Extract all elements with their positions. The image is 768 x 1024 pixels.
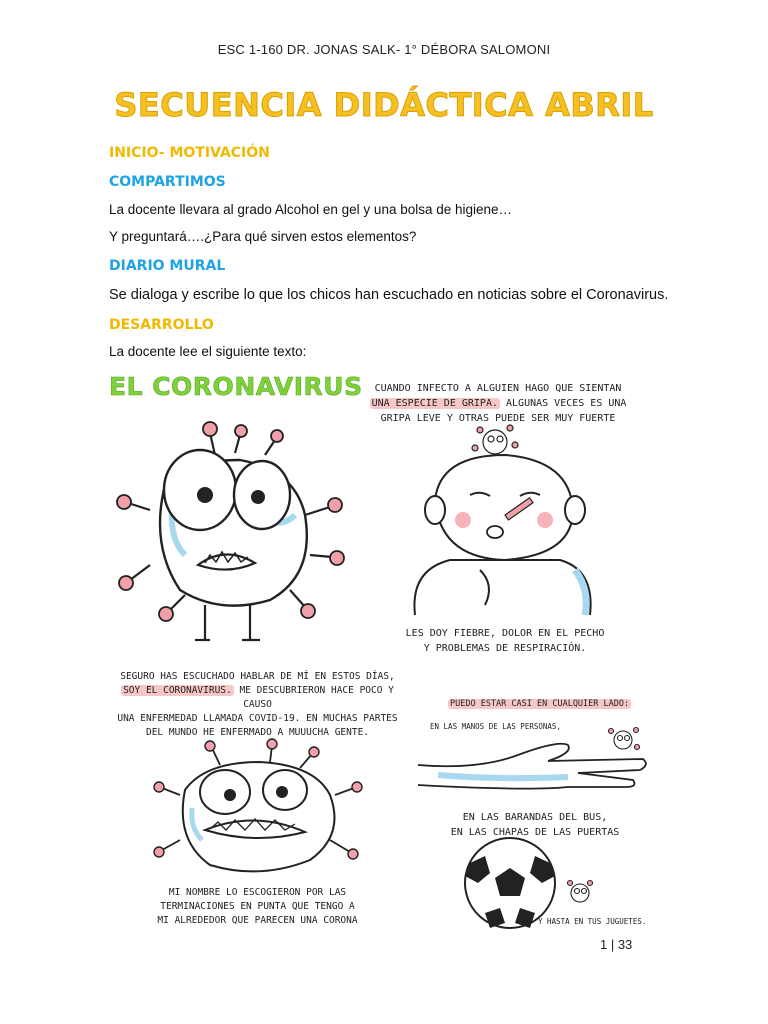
virus-illustration-small: [150, 740, 370, 885]
panel3-line-4: DEL MUNDO HE ENFERMADO A MUUUCHA GENTE.: [145, 727, 370, 738]
section-compartimos-heading: COMPARTIMOS: [109, 174, 226, 190]
panel3-bottom-line-2: TERMINACIONES EN PUNTA QUE TENGO A: [160, 901, 355, 912]
comic-title: EL CORONAVIRUS: [109, 372, 363, 401]
document-title: SECUENCIA DIDÁCTICA ABRIL: [114, 86, 654, 124]
desarrollo-paragraph: La docente lee el siguiente texto:: [109, 344, 307, 359]
panel3-bottom-line-1: MI NOMBRE LO ESCOGIERON POR LAS: [168, 887, 347, 898]
page-number: 1 | 33: [600, 937, 633, 952]
diario-paragraph: Se dialoga y escribe lo que los chicos han escuchado en noticias sobre el Coronavirus.: [109, 287, 669, 303]
panel3-bottom-line-3: MI ALREDEDOR QUE PARECEN UNA CORONA: [157, 915, 358, 926]
panel3-line-2: ME DESCUBRIERON HACE POCO Y CAUSO: [233, 685, 394, 710]
section-desarrollo-heading: DESARROLLO: [109, 317, 214, 333]
panel2-bottom-line-1: LES DOY FIEBRE, DOLOR EN EL PECHO: [405, 628, 605, 639]
panel2-highlight: UNA ESPECIE DE GRIPA.: [371, 398, 498, 409]
document-header: ESC 1-160 DR. JONAS SALK- 1° DÉBORA SALOMONI: [217, 42, 551, 57]
section-diario-heading: DIARIO MURAL: [109, 258, 226, 274]
hand-illustration: [418, 725, 650, 795]
panel4-note-toys: Y HASTA EN TUS JUGUETES.: [538, 917, 647, 926]
panel4-mid-line-2: EN LAS CHAPAS DE LAS PUERTAS: [450, 827, 620, 838]
section-inicio-heading: INICIO- MOTIVACIÓN: [109, 145, 270, 161]
sick-child-illustration: [395, 420, 625, 615]
panel3-highlight: SOY EL CORONAVIRUS.: [123, 685, 232, 696]
panel2-line-2: ALGUNAS VECES ES UNA: [500, 398, 627, 409]
panel4-mid-line-1: EN LAS BARANDAS DEL BUS,: [462, 812, 608, 823]
panel2-line-1: CUANDO INFECTO A ALGUIEN HAGO QUE SIENTAN: [374, 383, 622, 394]
panel2-bottom-line-2: Y PROBLEMAS DE RESPIRACIÓN.: [423, 643, 587, 654]
panel3-line-3: UNA ENFERMEDAD LLAMADA COVID-19. EN MUCHAS PARTES: [117, 713, 398, 724]
panel2-line-3: GRIPA LEVE Y OTRAS PUEDE SER MUY FUERTE: [380, 413, 616, 424]
compartimos-paragraph-1: La docente llevara al grado Alcohol en gel y una bolsa de higiene…: [109, 202, 513, 217]
compartimos-paragraph-2: Y preguntará….¿Para qué sirven estos elementos?: [109, 229, 417, 244]
panel3-line-1: SEGURO HAS ESCUCHADO HABLAR DE MÍ EN ESTOS DÍAS,: [120, 671, 395, 682]
panel4-header: PUEDO ESTAR CASI EN CUALQUIER LADO:: [450, 699, 630, 709]
panel4-note-hands: EN LAS MANOS DE LAS PERSONAS,: [430, 722, 561, 731]
soccer-ball-illustration: [450, 838, 630, 923]
virus-illustration-large: [110, 415, 370, 655]
